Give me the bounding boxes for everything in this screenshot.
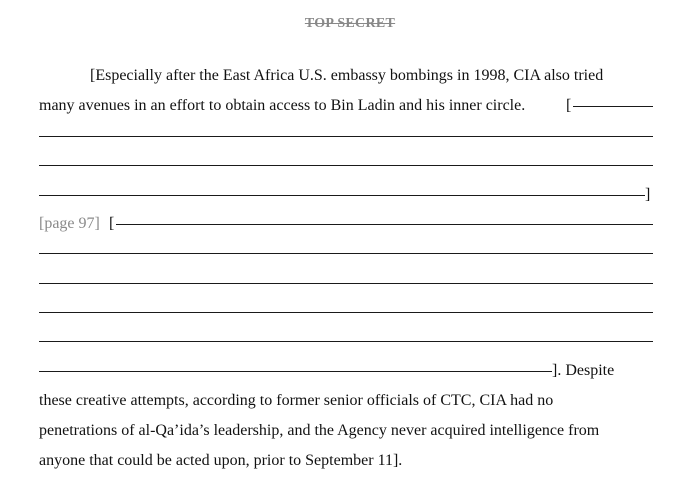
redaction-line xyxy=(39,371,552,372)
redaction-line xyxy=(39,165,653,166)
redaction-line xyxy=(39,253,653,254)
paragraph-line-after-3: anyone that could be acted upon, prior to September 11]. xyxy=(39,452,403,469)
redaction-close-bracket-1: ] xyxy=(645,186,651,203)
redaction-line xyxy=(116,224,653,225)
redaction-open-bracket-1: [ xyxy=(566,97,572,114)
redaction-close-bracket-2: ]. Despite xyxy=(552,362,615,379)
redaction-line xyxy=(39,341,653,342)
page-reference: [page 97] xyxy=(39,215,100,232)
paragraph-line-after-1: these creative attempts, according to former senior officials of CTC, CIA had no xyxy=(39,392,554,409)
redaction-line xyxy=(39,195,645,196)
paragraph-line-1: [Especially after the East Africa U.S. embassy bombings in 1998, CIA also tried xyxy=(90,67,604,84)
paragraph-line-after-2: penetrations of al-Qa’ida’s leadership, and the Agency never acquired intelligence from xyxy=(39,422,600,439)
redaction-line xyxy=(39,283,653,284)
redaction-open-bracket-2: [ xyxy=(109,215,115,232)
redaction-line xyxy=(39,312,653,313)
paragraph-line-2: many avenues in an effort to obtain access to Bin Ladin and his inner circle. xyxy=(39,97,526,114)
classification-header: TOP SECRET xyxy=(304,16,396,31)
redaction-line xyxy=(573,106,653,107)
redaction-line xyxy=(39,136,653,137)
